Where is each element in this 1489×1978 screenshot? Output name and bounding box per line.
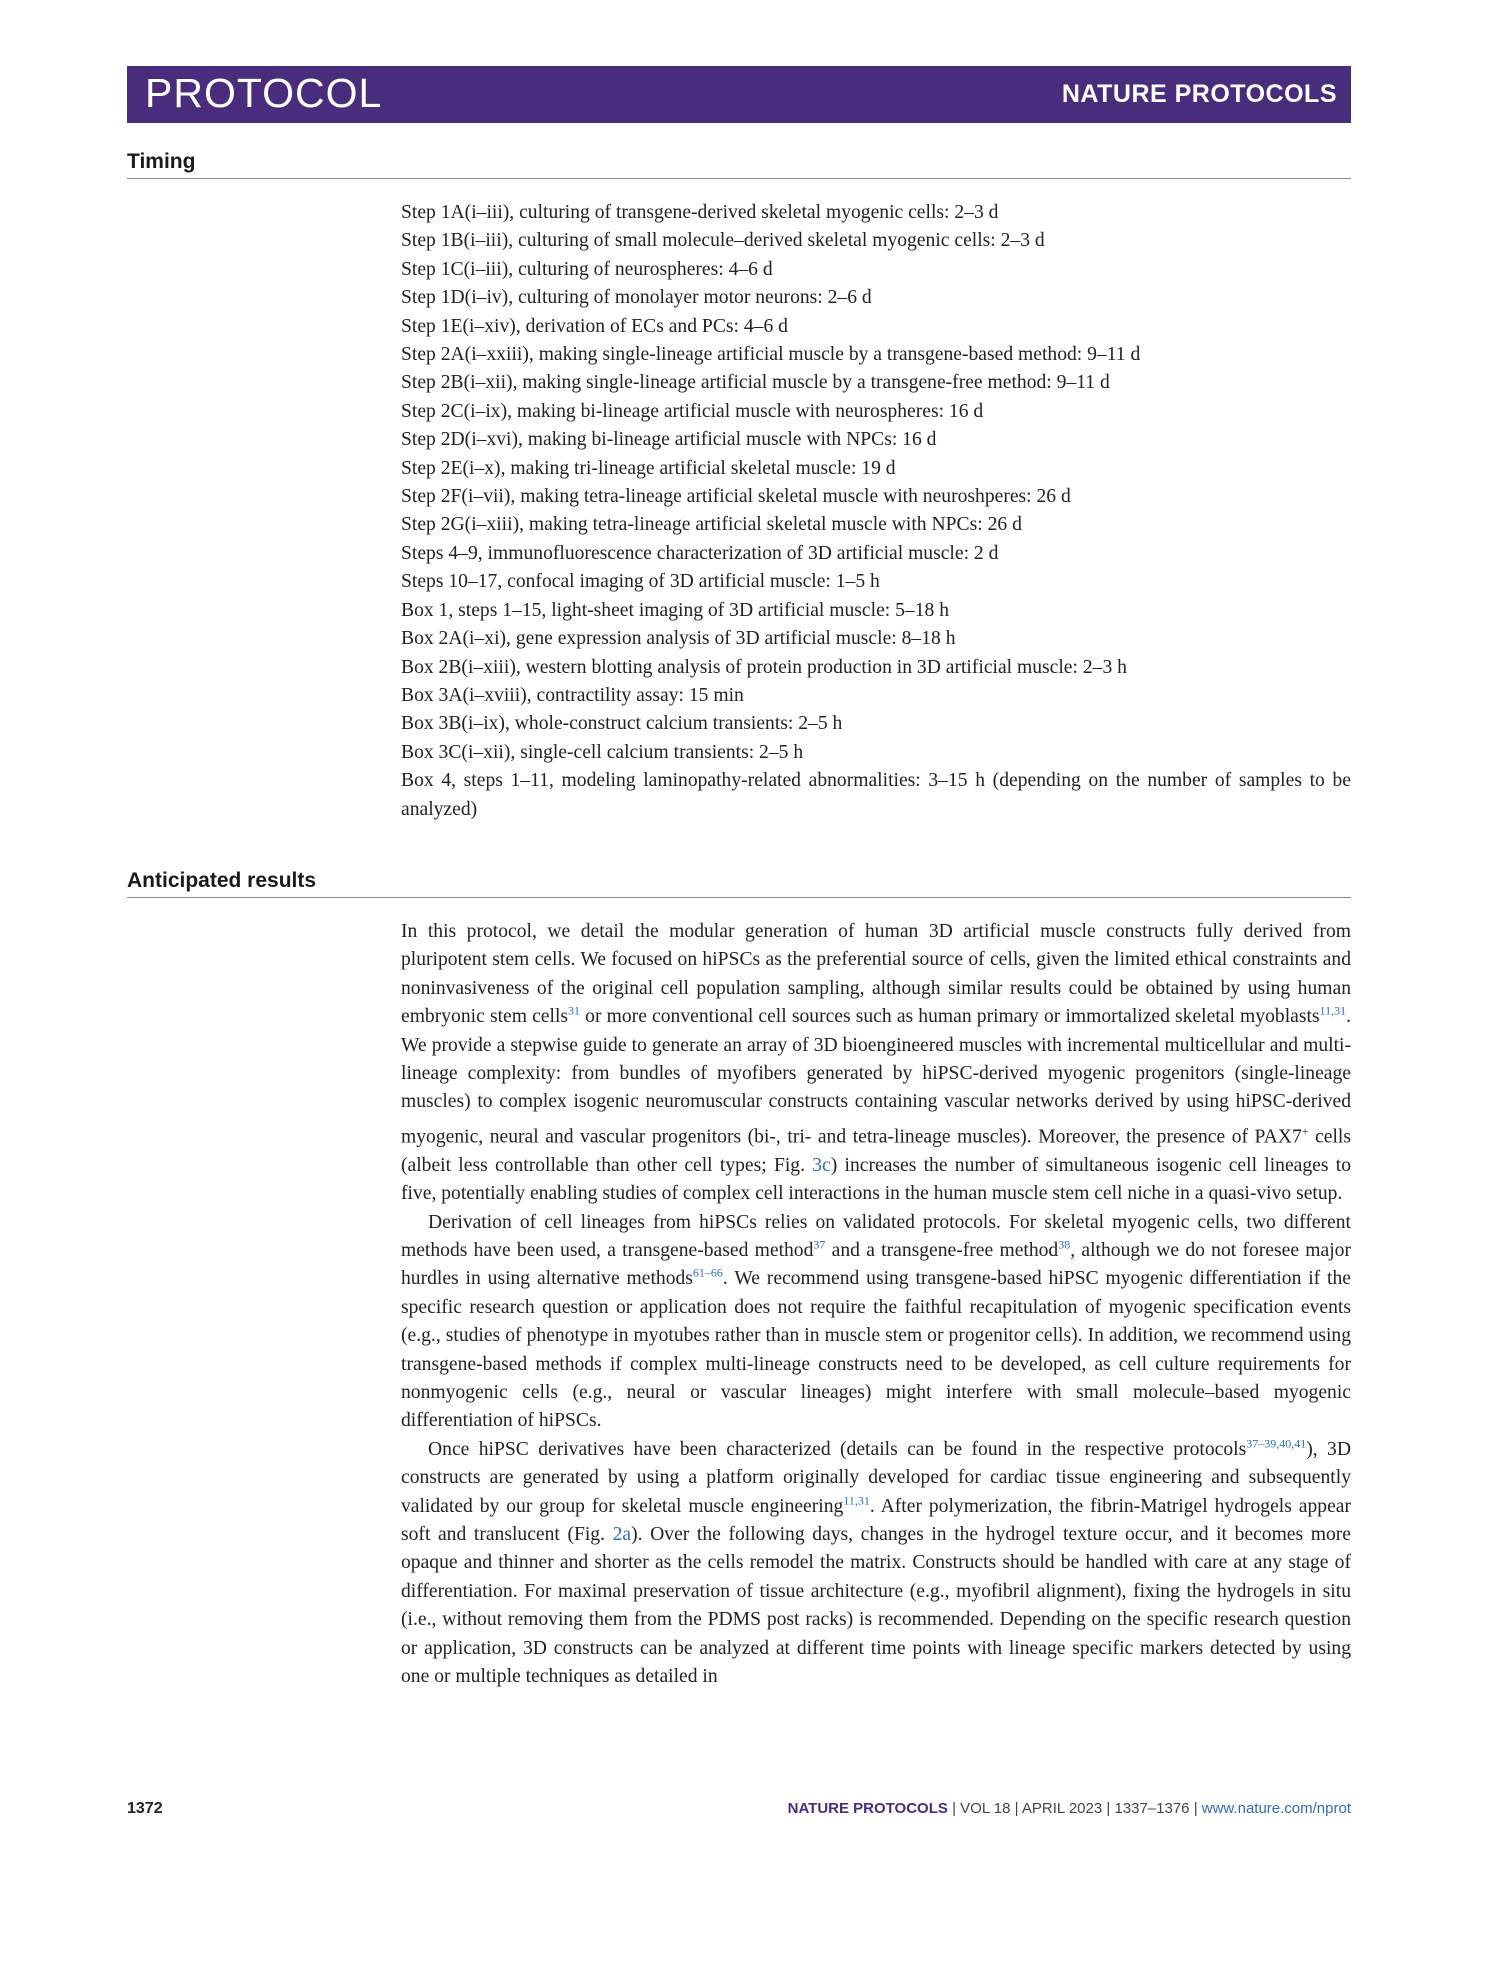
paragraph-3: Once hiPSC derivatives have been characterized (details can be found in the respective protocols$^{37-39,40,41}$), 3D constructs are generated by using a platform originally developed for cardiac tissue engineering and subsequently validated by our group for skeletal muscle engineering$^{11,31}$. After polymerization, the fibrin-Matrigel hydrogels appear soft and translucent (Fig. 2a). Over the following days, changes in the hydrogel texture occur, and it becomes more opaque and thinner and shorter as the cells remodel the matrix. Constructs should be handled with care at any stage of differentiation. For maximal preservation of tissue architecture (e.g., myofibril alignment), fixing the hydrogels in situ (i.e., without removing them from the PDMS post racks) is recommended. Depending on the specific research question or application, 3D constructs can be analyzed at different time points with lineage specific markers detected by using one or multiple techniques as detailed in xyxy=(401,1436,1351,1688)
reference-link[interactable]: 38 xyxy=(1058,1237,1071,1252)
timing-item: Step 2F(i–vii), making tetra-lineage artificial skeletal muscle with neuroshperes: 26 d xyxy=(401,486,1071,508)
timing-item: Steps 10–17, confocal imaging of 3D artificial muscle: 1–5 h xyxy=(401,571,880,593)
timing-item: Step 1B(i–iii), culturing of small molecule–derived skeletal myogenic cells: 2–3 d xyxy=(401,230,1045,252)
reference-link[interactable]: 11,31 xyxy=(1319,1003,1347,1018)
timing-item: Step 1C(i–iii), culturing of neurospheres: 4–6 d xyxy=(401,258,773,280)
reference-link[interactable]: 61–66 xyxy=(692,1265,723,1280)
paragraph-2: Derivation of cell lineages from hiPSCs relies on validated protocols. For skeletal myogenic cells, two different methods have been used, a transgene-based method$^{37}$ and a transgene-free method$^{38}$, although we do not foresee major hurdles in using alternative methods$^{61-66}$. We recommend using transgene-based hiPSC myogenic differentiation if the specific research question or application does not require the faithful recapitulation of myogenic specification events (e.g., studies of phenotype in myotubes rather than in muscle stem or progenitor cells). In addition, we recommend using transgene-based methods if complex multi-lineage constructs need to be developed, as cell culture requirements for nonmyogenic cells (e.g., neural or vascular lineages) might interfere with small molecule–based myogenic differentiation of hiPSCs. xyxy=(401,1211,1351,1432)
timing-item: Step 2B(i–xii), making single-lineage artificial muscle by a transgene-free method: 9–11 d xyxy=(401,372,1110,394)
timing-item: Step 2G(i–xiii), making tetra-lineage artificial skeletal muscle with NPCs: 26 d xyxy=(401,514,1022,536)
reference-link[interactable]: 31 xyxy=(568,1003,581,1018)
figure-link[interactable]: 3c xyxy=(812,1154,831,1176)
timing-item: Box 3C(i–xii), single-cell calcium transients: 2–5 h xyxy=(401,741,804,763)
footer-url-link[interactable]: www.nature.com/nprot xyxy=(1201,1800,1351,1817)
timing-heading: Timing xyxy=(127,150,1351,179)
timing-item: Step 2A(i–xxiii), making single-lineage artificial muscle by a transgene-based method: 9–11 d xyxy=(401,344,1141,366)
anticipated-results-heading: Anticipated results xyxy=(127,869,1351,898)
timing-item: Step 2C(i–ix), making bi-lineage artificial muscle with neurospheres: 16 d xyxy=(401,400,984,422)
timing-item: Box 2A(i–xi), gene expression analysis of 3D artificial muscle: 8–18 h xyxy=(401,628,956,650)
timing-item: Step 2E(i–x), making tri-lineage artificial skeletal muscle: 19 d xyxy=(401,457,896,479)
timing-item: Box 2B(i–xiii), western blotting analysis of protein production in 3D artificial muscle: 2–3 h xyxy=(401,656,1127,678)
footer-volume: VOL 18 xyxy=(960,1800,1011,1817)
paragraph-1: In this protocol, we detail the modular generation of human 3D artificial muscle constructs fully derived from pluripotent stem cells. We focused on hiPSCs as the preferential source of cells, given the limited ethical constraints and noninvasiveness of the original cell population sampling, although similar results could be obtained by using human embryonic stem cells$^{31}$ or more conventional cell sources such as human primary or immortalized skeletal myoblasts$^{11,31}$. We provide a stepwise guide to generate an array of 3D bioengineered muscles with incremental multicellular and multi-lineage complexity: from bundles of myofibers generated by hiPSC-derived myogenic progenitors (single-lineage muscles) to complex isogenic neuromuscular constructs containing vascular networks derived by using hiPSC-derived myogenic, neural and vascular progenitors (bi-, tri- and tetra-lineage muscles). Moreover, the presence of PAX7+ cells (albeit less controllable than other cell types; Fig. 3c) increases the number of simultaneous isogenic cell lineages to five, potentially enabling studies of complex cell interactions in the human muscle stem cell niche in a quasi-vivo setup. xyxy=(401,921,1351,1205)
timing-item: Box 3B(i–ix), whole-construct calcium transients: 2–5 h xyxy=(401,713,843,735)
page-number: 1372 xyxy=(127,1800,163,1817)
header-journal-name: NATURE PROTOCOLS xyxy=(1061,80,1337,108)
reference-link[interactable]: 37–39,40,41 xyxy=(1246,1436,1307,1451)
footer-citation: NATURE PROTOCOLS | VOL 18 | APRIL 2023 | 1337–1376 | www.nature.com/nprot xyxy=(787,1800,1351,1817)
header-bar xyxy=(127,66,1351,123)
timing-item: Step 1D(i–iv), culturing of monolayer motor neurons: 2–6 d xyxy=(401,287,872,309)
footer-date: APRIL 2023 xyxy=(1021,1800,1103,1817)
timing-list xyxy=(401,199,1351,824)
timing-item: Box 3A(i–xviii), contractility assay: 15 min xyxy=(401,684,744,706)
timing-item: Box 1, steps 1–15, light-sheet imaging of 3D artificial muscle: 5–18 h xyxy=(401,599,949,621)
anticipated-results-body xyxy=(401,918,1351,1692)
reference-link[interactable]: 37 xyxy=(813,1237,826,1252)
timing-item: Box 4, steps 1–11, modeling laminopathy-related abnormalities: 3–15 h (depending on the number of samples to be analyzed) xyxy=(401,770,1351,820)
timing-item: Steps 4–9, immunofluorescence characterization of 3D artificial muscle: 2 d xyxy=(401,542,999,564)
header-protocol-label: PROTOCOL xyxy=(145,70,383,116)
timing-item: Step 2D(i–xvi), making bi-lineage artificial muscle with NPCs: 16 d xyxy=(401,429,937,451)
footer-pages: 1337–1376 xyxy=(1114,1800,1190,1817)
figure-link[interactable]: 2a xyxy=(612,1524,632,1546)
timing-item: Step 1A(i–iii), culturing of transgene-derived skeletal myogenic cells: 2–3 d xyxy=(401,202,999,223)
reference-link[interactable]: 11,31 xyxy=(843,1493,870,1508)
timing-item: Step 1E(i–xiv), derivation of ECs and PCs: 4–6 d xyxy=(401,315,788,337)
footer-journal: NATURE PROTOCOLS xyxy=(787,1800,948,1817)
